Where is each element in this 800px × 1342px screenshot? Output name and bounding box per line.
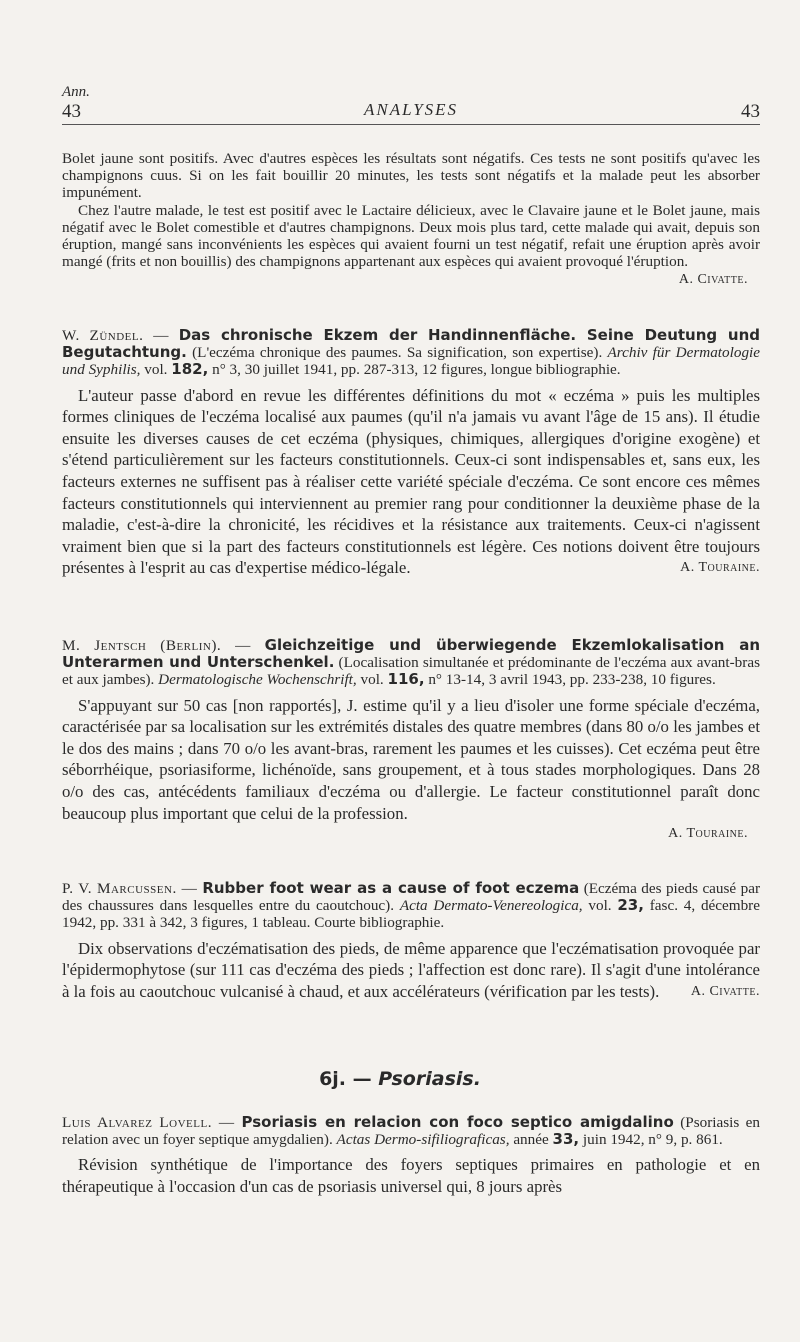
citation-rest: n° 3, 30 juillet 1941, pp. 287-313, 12 figures, longue bibliographie. (208, 361, 621, 379)
citation-rest: juin 1942, n° 9, p. 861. (579, 1131, 723, 1149)
author: Luis Alvarez Lovell. — (62, 1114, 242, 1131)
paragraph: Chez l'autre malade, le test est positif avec le Lactaire délicieux, avec le Clavaire jaune et le Bolet jaune, mais négatif avec le Bolet comestible et d'autres champignons. Deux mois plus tard, cette malade qui avait, depuis son éruption, mangé sans inconvénients les espèces qui avaient fourni un test négatif, refait une éruption après avoir mangé (frits et non bouillis) des champignons appartenant aux espèces qui avaient provoqué l'éruption. (62, 201, 760, 271)
page-number-right: 43 (741, 101, 760, 122)
section-number: 6j. (319, 1068, 347, 1090)
signature: A. Civatte. (690, 983, 760, 999)
journal: Actas Dermo-sifiliograficas, (336, 1131, 510, 1149)
translation: (Eczéma des pieds causé par des chaussures dans lesquelles entre du caoutchouc). (62, 880, 761, 915)
review-alvarez-lovell (62, 1114, 760, 1198)
vol-prefix: vol. (140, 361, 172, 379)
author: W. Zündel. — (62, 327, 179, 344)
translation: (L'eczéma chronique des paumes. Sa signification, son expertise). (186, 344, 608, 362)
section-title: Psoriasis. (378, 1068, 481, 1090)
running-title: ANALYSES (363, 100, 459, 119)
author: P. V. Marcussen. — (62, 880, 203, 897)
review-jentsch (62, 637, 760, 842)
paragraph: Bolet jaune sont positifs. Avec d'autres espèces les résultats sont négatifs. Ces tests ne sont positifs qu'avec les champignons cuus. Si on les fait bouillir 20 minutes, les tests sont négatifs et la malade peut les absorber impunément. (62, 150, 760, 202)
review-civatte-continuation (62, 150, 760, 288)
article-title: Psoriasis en relacion con foco septico amigdalino (241, 1113, 674, 1131)
author: M. Jentsch (Berlin). — (62, 637, 265, 654)
vol-prefix: année (509, 1131, 553, 1149)
volume: 33, (552, 1130, 580, 1149)
review-marcussen (62, 880, 760, 1002)
volume: 182, (171, 360, 209, 379)
journal: Archiv für Dermatologie und Syphilis, (62, 344, 760, 379)
article-title: Gleichzeitige und überwiegende Ekzemlokalisation an Unterarmen und Unterschenkel. (62, 636, 760, 672)
vol-prefix: vol. (356, 671, 388, 689)
vol-prefix: vol. (582, 897, 618, 915)
signature: A. Touraine. (680, 560, 760, 576)
citation (62, 637, 760, 689)
abstract (62, 938, 760, 1003)
journal: Dermatologische Wochenschrift, (158, 671, 357, 689)
page-header (62, 84, 760, 125)
abstract-text: L'auteur passe d'abord en revue les différentes définitions du mot « eczéma » puis les multiples formes cliniques de l'eczéma localisé aux paumes (qu'il n'a jamais vu avant l'âge de 15 ans). Il étudie ensuite les diverses causes de cet eczéma (physiques, chimiques, allergiques d'origine exogène) et s'étend particulièrement sur les facteurs constitutionnels. Ceux-ci sont indispensables et, sans eux, les facteurs externes ne suffisent pas à réaliser cette variété spéciale d'eczéma. Ce sont encore ces mêmes facteurs constitutionnels qui interviennent au premier rang pour conditionner la deuxième phase de la maladie, c'est-à-dire la chronicité, les récidives et la résistance aux traitements. Ceux-ci n'agissent vraiment bien que si la part des facteurs constitutionnels est légère. Ces notions doivent être toujours présentes à l'esprit au cas d'expertise médico-légale. (62, 385, 760, 578)
signature: A. Touraine. (668, 826, 748, 842)
section-dash: — (346, 1068, 379, 1090)
translation: (Localisation simultanée et prédominante de l'eczéma aux avant-bras et aux jambes). (62, 654, 760, 689)
volume: 116, (387, 670, 425, 689)
citation (62, 1114, 760, 1148)
abstract: S'appuyant sur 50 cas [non rapportés], J. estime qu'il y a lieu d'isoler une forme spéciale d'eczéma, caractérisée par sa localisation sur les extrémités distales des quatre membres (dans 80 o/o les jambes et le dos des mains ; dans 70 o/o les avant-bras, rarement les paumes et les cuisses). Cet eczéma peut être séborrhéique, psoriasiforme, lichénoïde, sans groupement, et à tous stades morphologiques. Dans 28 o/o des cas, antécédents familiaux d'eczéma ou d'allergie. Le facteur constitutionnel paraît donc beaucoup plus important que celui de la profession. (62, 695, 760, 823)
page-number-left: 43 (62, 101, 81, 122)
citation (62, 327, 760, 379)
abstract: Révision synthétique de l'importance des foyers septiques primaires en pathologie et en thérapeutique à l'occasion d'un cas de psoriasis universel qui, 8 jours après (62, 1155, 760, 1196)
journal: Acta Dermato-Venereologica, (399, 897, 583, 915)
article-title: Rubber foot wear as a cause of foot eczema (202, 879, 580, 897)
article-title: Das chronische Ekzem der Handinnenfläche. Seine Deutung und Begutachtung. (62, 326, 760, 362)
abstract (62, 385, 760, 579)
citation (62, 880, 760, 932)
ann-annotation: Ann. (62, 84, 90, 100)
signature: A. Civatte. (678, 272, 748, 288)
citation-rest: fasc. 4, décembre 1942, pp. 331 à 342, 3 figures, 1 tableau. Courte bibliographie. (62, 897, 760, 932)
section-heading (0, 1068, 800, 1090)
volume: 23, (617, 896, 644, 915)
citation-rest: n° 13-14, 3 avril 1943, pp. 233-238, 10 figures. (424, 671, 716, 689)
review-zundel (62, 327, 760, 579)
abstract-text: Dix observations d'eczématisation des pieds, de même apparence que l'eczématisation provoquée par l'épidermophytose (sur 111 cas d'eczéma des pieds ; l'affection est donc rare). Il s'agit d'une intolérance à la fois au caoutchouc vulcanisé à chaud, et aux accélérateurs (vérification par les tests). (62, 938, 760, 1001)
translation: (Psoriasis en relation avec un foyer septique amygdalien). (62, 1114, 760, 1149)
